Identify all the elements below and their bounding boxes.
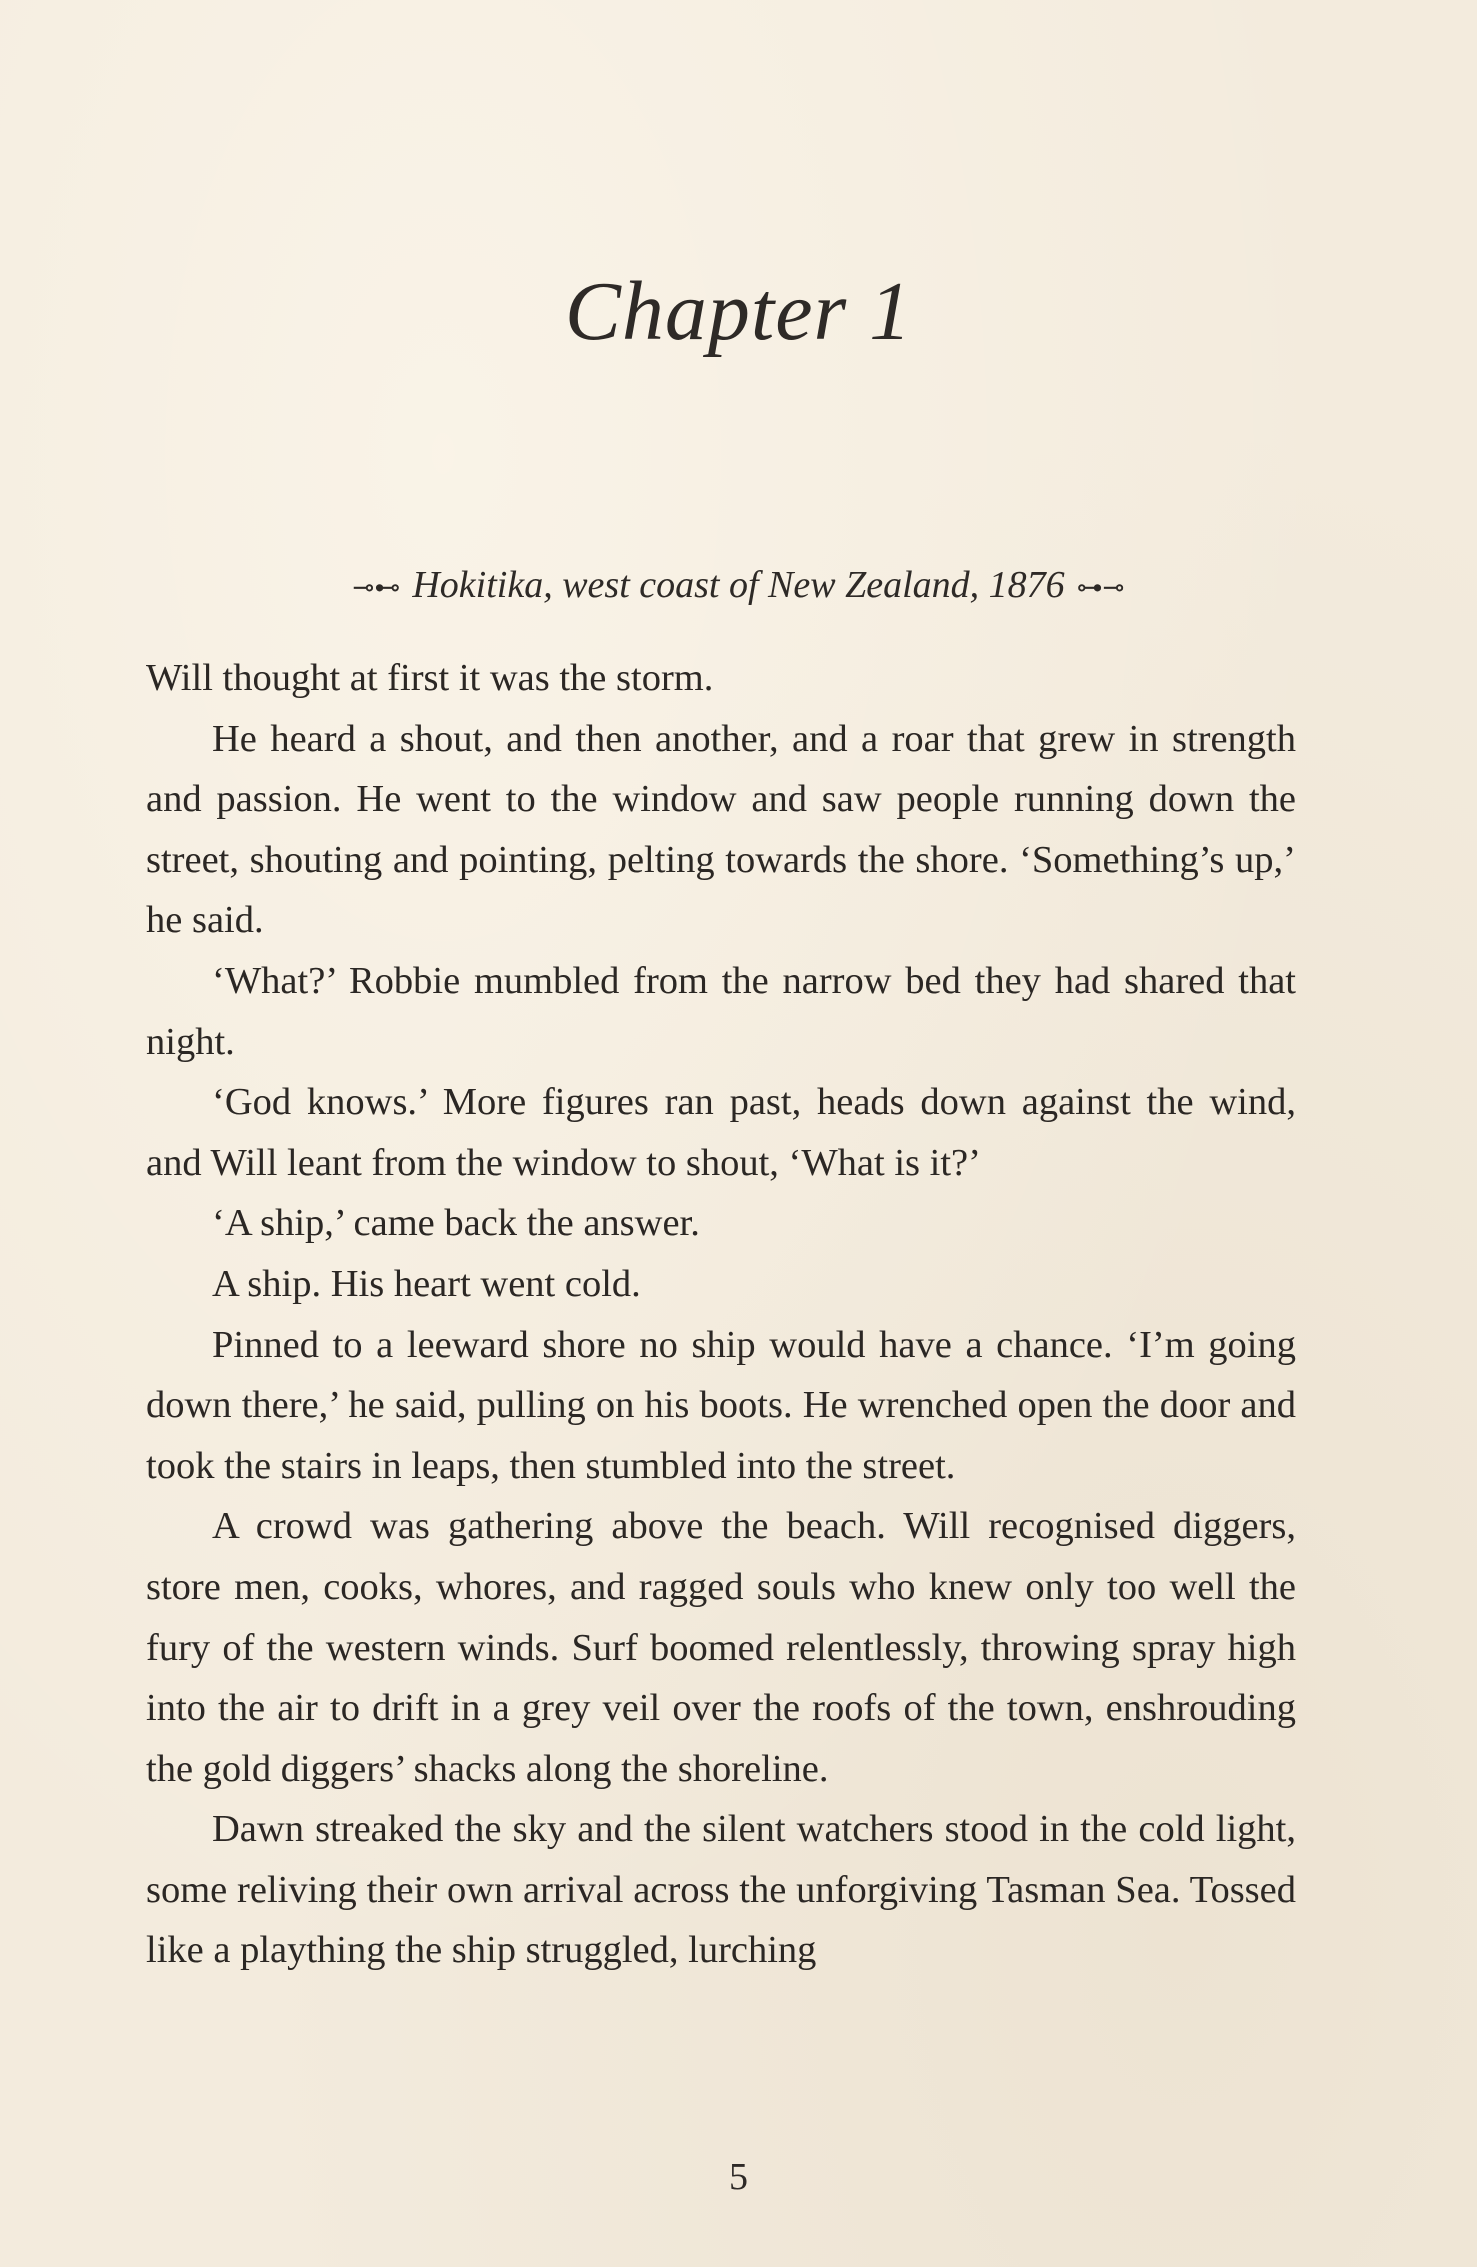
- page-number: 5: [729, 2156, 748, 2198]
- paragraph: A ship. His heart went cold.: [212, 1262, 641, 1305]
- paragraph: Will thought at first it was the storm.: [146, 657, 714, 699]
- paragraph: Dawn streaked the sky and the silent watchers stood in the cold light, some reliving their own arrival across the unforgiving Tasman Sea. Tossed like a plaything the ship struggled, lurching: [146, 1808, 1296, 1972]
- paragraph: A crowd was gathering above the beach. Will recognised diggers, store men, cooks, whores, and ragged souls who knew only too well the fury of the western winds. Surf boomed relentlessly, throwing spray high into the air to drift in a grey veil over the roofs of the town, enshrouding the gold diggers’ shacks along the shoreline.: [146, 1505, 1296, 1790]
- location-heading: [0, 555, 1477, 618]
- paragraph: He heard a shout, and then another, and a roar that grew in strength and passion. He went to the window and saw people running down the street, shouting and pointing, pelting towards the shore. ‘Something’s up,’ he said.: [146, 717, 1296, 942]
- ornament-right-icon: ⊶⊸: [1076, 573, 1125, 603]
- paragraph: Pinned to a leeward shore no ship would have a chance. ‘I’m going down there,’ he said, pulling on his boots. He wrenched open the door and took the stairs in leaps, then stumbled into the street.: [146, 1323, 1296, 1487]
- paragraph: ‘God knows.’ More figures ran past, heads down against the wind, and Will leant from the window to shout, ‘What is it?’: [146, 1081, 1296, 1184]
- location-text: Hokitika, west coast of New Zealand, 1876: [412, 564, 1065, 606]
- paragraph: ‘A ship,’ came back the answer.: [212, 1202, 700, 1245]
- paragraph: ‘What?’ Robbie mumbled from the narrow bed they had shared that night.: [146, 959, 1296, 1063]
- body-text: [146, 648, 1296, 1981]
- ornament-left-icon: ⊸⊷: [352, 573, 401, 603]
- chapter-title: Chapter 1: [564, 265, 913, 358]
